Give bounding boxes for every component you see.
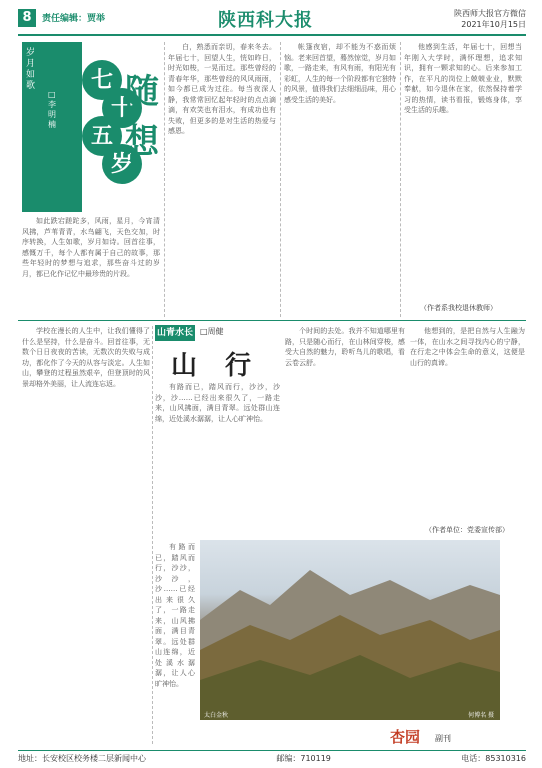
column-divider — [280, 42, 281, 317]
story-col-2: 白，熟悉而亲切，春来冬去。年届七十，回望人生，恍如昨日，时光如梭，一晃而过。那些曾经的青春年华，那些曾经的风风雨雨，如今都已成为过往。每当夜深人静，我常常回忆起年轻时的点点滴滴，有欢笑也有泪水，有成功也有失败，但更多的是对生活的热爱与感恩。 — [168, 43, 276, 135]
section-author: □周健 — [200, 327, 224, 336]
story-signature: （作者系我校退休教师） — [420, 304, 497, 312]
article-col-2: 个时间的去处。我并不知道哪里有路，只是随心而行，在山林间穿梭，感受大自然的魅力，聆听鸟儿的歌唱，看云卷云舒。 — [285, 327, 405, 367]
title-char-6: 想 — [125, 122, 159, 162]
column-divider — [400, 42, 401, 317]
photo-credit: 何博名 摄 — [468, 712, 494, 719]
title-char-3: 五 — [82, 116, 122, 156]
footer-phone: 电话：85310316 — [461, 754, 526, 763]
page-header — [18, 6, 526, 36]
page-footer — [18, 750, 526, 764]
article-signature: （作者单位：党委宣传部） — [425, 526, 509, 534]
mountain-illustration — [200, 540, 500, 720]
column-divider — [152, 326, 153, 744]
lower-left-text: 学校在漫长的人生中，让我们懂得了什么是坚持，什么是奋斗。回首往事，无数个日日夜夜的苦读，无数次的失败与成功，都化作了今天的从容与淡定。人生如山，攀登的过程虽然艰辛，但登顶时的风景却格外美丽，让人流连忘返。 — [22, 327, 150, 388]
article-col-3: 他想到的，是把自然与人生融为一体，在山水之间寻找内心的宁静，在行走之中体会生命的意义，这便是山行的真谛。 — [410, 327, 525, 367]
title-char-1: 七 — [82, 60, 122, 100]
title-char-2: 十 — [102, 88, 142, 128]
photo-caption: 太白金秋 — [204, 712, 229, 719]
story-col-4: 他感到生活，年届七十，回想当年刚入大学时，满怀理想，追求知识，拥有一颗求知的心。后来参加工作，在平凡的岗位上兢兢业业，默默奉献，如今退休在家，依然保持着学习的热情，读书看报，锻炼身体，享受生活的乐趣。 — [404, 43, 522, 114]
masthead-sub — [454, 8, 526, 30]
column-divider — [164, 42, 165, 317]
story-author: □李明楠 — [48, 90, 56, 129]
footer-postcode: 邮编：710119 — [276, 754, 331, 763]
issue-date: 2021年10月15日 — [461, 20, 526, 29]
masthead: 陕西科大报 — [218, 10, 313, 31]
footer-address: 地址：长安校区校务楼二层新闻中心 — [18, 754, 146, 763]
column-name: 岁月如歌 — [26, 48, 36, 91]
supplement-name: 杏园 — [390, 728, 421, 746]
title-char-4: 岁 — [102, 144, 142, 184]
mountain-photo — [200, 540, 500, 720]
editor-credit: 责任编辑：贾举 — [42, 14, 106, 24]
title-char-5: 随 — [125, 72, 159, 112]
article-title: 山行 — [170, 351, 279, 381]
supplement-label: 副刊 — [435, 734, 451, 743]
article-col-1: 有路而已，踏风而行，沙沙，沙沙，沙……已经出来很久了，一路走来，山风拂面，满目青翠。远处群山连绵，近处溪水潺潺，让人心旷神怡。 — [155, 383, 280, 423]
article-col-4: 有路而已，踏风而行，沙沙，沙沙，沙……已经出来很久了，一路走来，山风拂面，满目青翠。远处群山连绵，近处溪水潺潺，让人心旷神怡。 — [155, 543, 195, 688]
story-col-3: 帐篷夜宿，却不能为不惑而烦恼。老来回首望，蓦然惊觉，岁月如歌，一路走来，有风有雨，有阳光有彩虹，人生的每一个阶段都有它独特的风景，值得我们去细细品味，用心感受生活的美好。 — [284, 43, 396, 104]
page-number: 8 — [18, 9, 36, 27]
story-title — [82, 60, 160, 180]
section-divider — [18, 320, 526, 321]
publisher: 陕西师大报官方微信 — [454, 9, 526, 18]
story-col-1: 如此跌宕蹉跎多，风雨，星月，今宵清风拂，芦苇青青，水鸟翩飞，天色交加，时序转换，人生如歌，岁月如诗。回首往事，感慨万千，每个人都有属于自己的故事，那些年轻时的梦想与追求，那些奋斗过的岁月，都已化作记忆中最珍贵的片段。 — [22, 217, 160, 278]
section-tag: 山青水长 — [155, 325, 195, 341]
